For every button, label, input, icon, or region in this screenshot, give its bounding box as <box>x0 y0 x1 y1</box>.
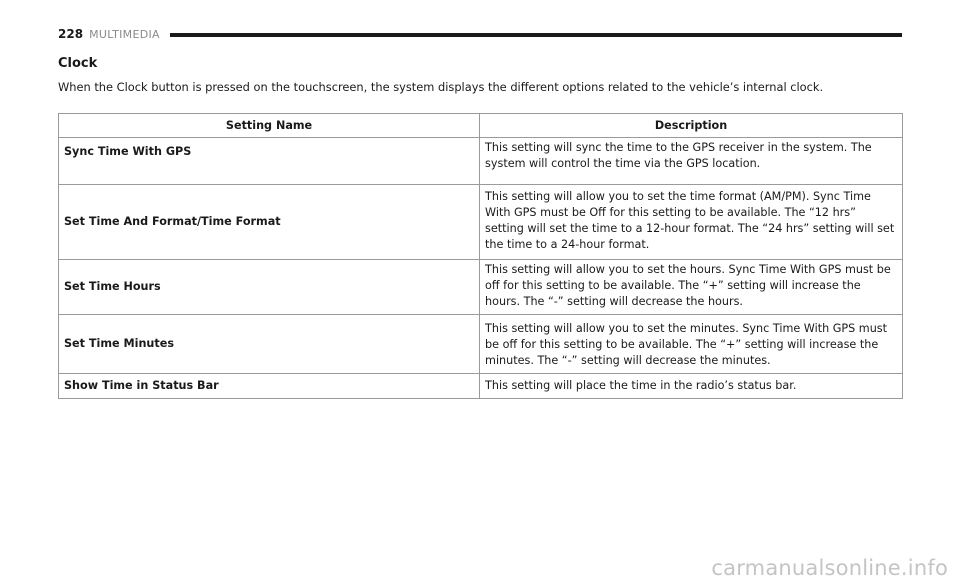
watermark: carmanualsonline.info <box>711 556 948 580</box>
setting-description: This setting will sync the time to the GPS receiver in the system. The system will control the time via the GPS location. <box>480 138 903 185</box>
clock-settings-table <box>58 113 903 399</box>
setting-description: This setting will allow you to set the time format (AM/PM). Sync Time With GPS must be Off for this setting to be available. The “12 hrs” setting will set the time to a 12-hour format. The “24 hrs” setting will set the time to a 24-hour format. <box>480 185 903 260</box>
setting-name: Show Time in Status Bar <box>59 374 480 399</box>
table-row <box>59 185 903 260</box>
table-header-row <box>59 114 903 138</box>
table-row <box>59 260 903 315</box>
section-heading: Clock <box>58 56 98 71</box>
setting-name: Set Time Minutes <box>59 315 480 374</box>
section-label: MULTIMEDIA <box>89 27 160 41</box>
setting-name: Sync Time With GPS <box>59 138 480 185</box>
table-row <box>59 138 903 185</box>
setting-description: This setting will place the time in the radio’s status bar. <box>480 374 903 399</box>
page-number: 228 <box>58 27 84 41</box>
setting-description: This setting will allow you to set the minutes. Sync Time With GPS must be off for this setting to be available. The “+” setting will increase the minutes. The “-” setting will decrease the minutes. <box>480 315 903 374</box>
header-rule <box>170 33 902 37</box>
table-row <box>59 374 903 399</box>
column-header-setting-name: Setting Name <box>59 114 480 138</box>
table-row <box>59 315 903 374</box>
intro-paragraph: When the Clock button is pressed on the touchscreen, the system displays the different options related to the vehicle’s internal clock. <box>58 80 824 94</box>
page-header <box>58 26 902 42</box>
setting-name: Set Time And Format/Time Format <box>59 185 480 260</box>
setting-name: Set Time Hours <box>59 260 480 315</box>
setting-description: This setting will allow you to set the hours. Sync Time With GPS must be off for this setting to be available. The “+” setting will increase the hours. The “-” setting will decrease the hours. <box>480 260 903 315</box>
column-header-description: Description <box>480 114 903 138</box>
